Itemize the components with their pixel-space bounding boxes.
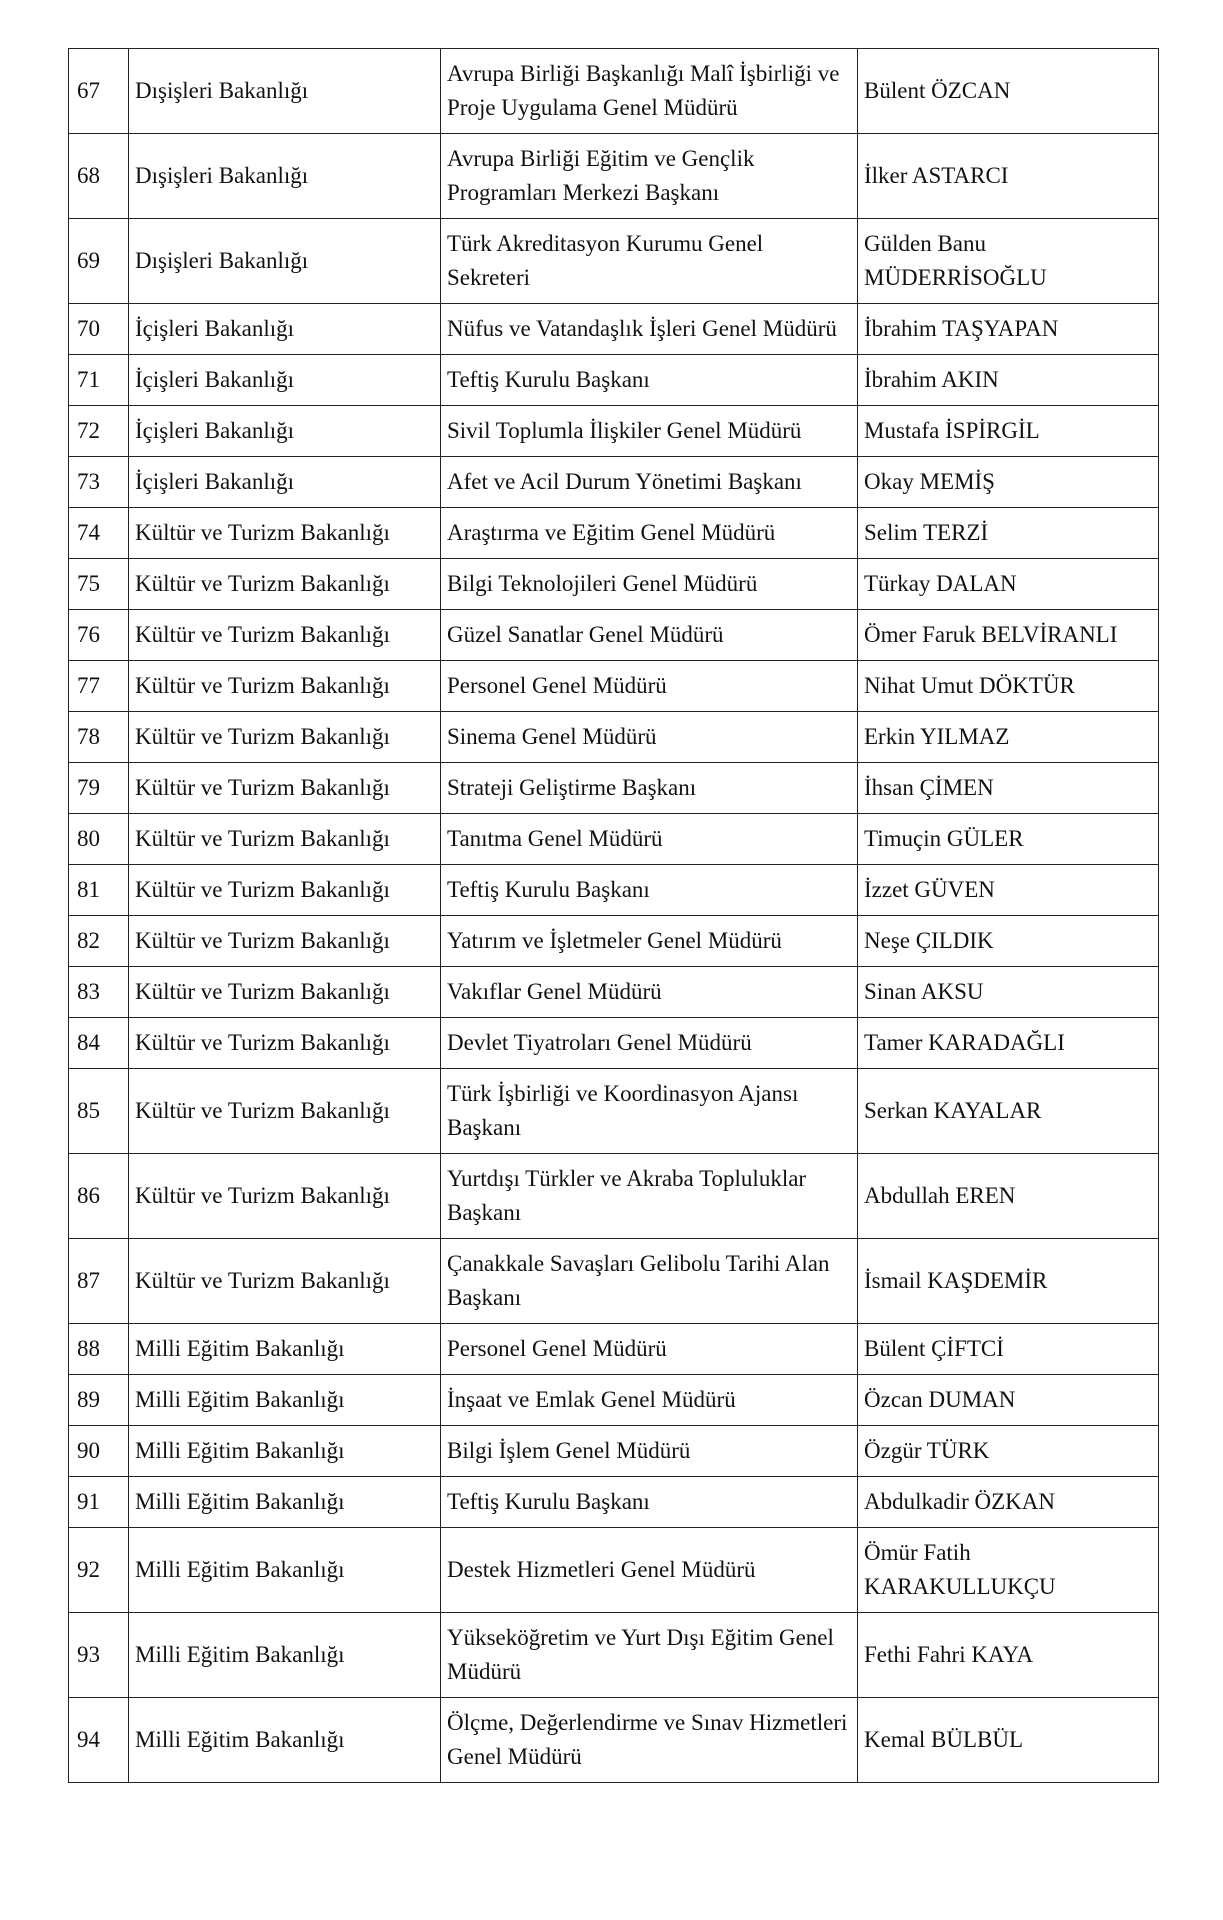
position-cell: Bilgi İşlem Genel Müdürü <box>441 1426 858 1477</box>
table-row <box>69 1069 1159 1154</box>
name-cell: Kemal BÜLBÜL <box>858 1698 1159 1783</box>
name-cell: Ömür Fatih KARAKULLUKÇU <box>858 1528 1159 1613</box>
table-row <box>69 916 1159 967</box>
position-cell: Yükseköğretim ve Yurt Dışı Eğitim Genel Müdürü <box>441 1613 858 1698</box>
row-number-cell: 91 <box>69 1477 129 1528</box>
table-row <box>69 865 1159 916</box>
table-row <box>69 1426 1159 1477</box>
name-cell: Nihat Umut DÖKTÜR <box>858 661 1159 712</box>
position-cell: Personel Genel Müdürü <box>441 1324 858 1375</box>
row-number-cell: 75 <box>69 559 129 610</box>
row-number-cell: 77 <box>69 661 129 712</box>
position-cell: Devlet Tiyatroları Genel Müdürü <box>441 1018 858 1069</box>
ministry-cell: Kültür ve Turizm Bakanlığı <box>129 508 441 559</box>
row-number-cell: 85 <box>69 1069 129 1154</box>
ministry-cell: Dışişleri Bakanlığı <box>129 49 441 134</box>
position-cell: Tanıtma Genel Müdürü <box>441 814 858 865</box>
appointments-table <box>68 48 1159 1783</box>
name-cell: Mustafa İSPİRGİL <box>858 406 1159 457</box>
ministry-cell: Kültür ve Turizm Bakanlığı <box>129 610 441 661</box>
position-cell: Araştırma ve Eğitim Genel Müdürü <box>441 508 858 559</box>
ministry-cell: İçişleri Bakanlığı <box>129 304 441 355</box>
row-number-cell: 83 <box>69 967 129 1018</box>
row-number-cell: 73 <box>69 457 129 508</box>
name-cell: Neşe ÇILDIK <box>858 916 1159 967</box>
position-cell: Bilgi Teknolojileri Genel Müdürü <box>441 559 858 610</box>
ministry-cell: Kültür ve Turizm Bakanlığı <box>129 661 441 712</box>
name-cell: İbrahim AKIN <box>858 355 1159 406</box>
table-row <box>69 49 1159 134</box>
row-number-cell: 68 <box>69 134 129 219</box>
row-number-cell: 92 <box>69 1528 129 1613</box>
name-cell: İlker ASTARCI <box>858 134 1159 219</box>
table-row <box>69 1239 1159 1324</box>
position-cell: Türk Akreditasyon Kurumu Genel Sekreteri <box>441 219 858 304</box>
name-cell: Okay MEMİŞ <box>858 457 1159 508</box>
table-row <box>69 508 1159 559</box>
ministry-cell: Milli Eğitim Bakanlığı <box>129 1528 441 1613</box>
ministry-cell: Kültür ve Turizm Bakanlığı <box>129 814 441 865</box>
position-cell: Vakıflar Genel Müdürü <box>441 967 858 1018</box>
ministry-cell: İçişleri Bakanlığı <box>129 457 441 508</box>
position-cell: Yurtdışı Türkler ve Akraba Topluluklar Başkanı <box>441 1154 858 1239</box>
row-number-cell: 78 <box>69 712 129 763</box>
name-cell: Serkan KAYALAR <box>858 1069 1159 1154</box>
ministry-cell: Milli Eğitim Bakanlığı <box>129 1613 441 1698</box>
name-cell: Bülent ÇİFTCİ <box>858 1324 1159 1375</box>
ministry-cell: Milli Eğitim Bakanlığı <box>129 1698 441 1783</box>
name-cell: Abdullah EREN <box>858 1154 1159 1239</box>
row-number-cell: 76 <box>69 610 129 661</box>
name-cell: Gülden Banu MÜDERRİSOĞLU <box>858 219 1159 304</box>
name-cell: İbrahim TAŞYAPAN <box>858 304 1159 355</box>
table-row <box>69 1698 1159 1783</box>
table-row <box>69 1154 1159 1239</box>
position-cell: Avrupa Birliği Başkanlığı Malî İşbirliği ve Proje Uygulama Genel Müdürü <box>441 49 858 134</box>
position-cell: Teftiş Kurulu Başkanı <box>441 355 858 406</box>
ministry-cell: Milli Eğitim Bakanlığı <box>129 1375 441 1426</box>
table-row <box>69 219 1159 304</box>
position-cell: Afet ve Acil Durum Yönetimi Başkanı <box>441 457 858 508</box>
ministry-cell: Kültür ve Turizm Bakanlığı <box>129 559 441 610</box>
ministry-cell: İçişleri Bakanlığı <box>129 355 441 406</box>
table-row <box>69 1375 1159 1426</box>
position-cell: Nüfus ve Vatandaşlık İşleri Genel Müdürü <box>441 304 858 355</box>
name-cell: Sinan AKSU <box>858 967 1159 1018</box>
row-number-cell: 80 <box>69 814 129 865</box>
ministry-cell: Kültür ve Turizm Bakanlığı <box>129 865 441 916</box>
row-number-cell: 74 <box>69 508 129 559</box>
position-cell: Güzel Sanatlar Genel Müdürü <box>441 610 858 661</box>
ministry-cell: Dışişleri Bakanlığı <box>129 134 441 219</box>
position-cell: Sinema Genel Müdürü <box>441 712 858 763</box>
row-number-cell: 84 <box>69 1018 129 1069</box>
name-cell: Timuçin GÜLER <box>858 814 1159 865</box>
ministry-cell: Milli Eğitim Bakanlığı <box>129 1477 441 1528</box>
row-number-cell: 88 <box>69 1324 129 1375</box>
ministry-cell: Kültür ve Turizm Bakanlığı <box>129 967 441 1018</box>
position-cell: Ölçme, Değerlendirme ve Sınav Hizmetleri Genel Müdürü <box>441 1698 858 1783</box>
name-cell: Türkay DALAN <box>858 559 1159 610</box>
ministry-cell: Kültür ve Turizm Bakanlığı <box>129 1239 441 1324</box>
name-cell: Abdulkadir ÖZKAN <box>858 1477 1159 1528</box>
name-cell: İhsan ÇİMEN <box>858 763 1159 814</box>
row-number-cell: 86 <box>69 1154 129 1239</box>
ministry-cell: Kültür ve Turizm Bakanlığı <box>129 763 441 814</box>
row-number-cell: 89 <box>69 1375 129 1426</box>
table-row <box>69 457 1159 508</box>
row-number-cell: 82 <box>69 916 129 967</box>
name-cell: İzzet GÜVEN <box>858 865 1159 916</box>
table-row <box>69 559 1159 610</box>
table-row <box>69 712 1159 763</box>
ministry-cell: Kültür ve Turizm Bakanlığı <box>129 1018 441 1069</box>
row-number-cell: 90 <box>69 1426 129 1477</box>
table-row <box>69 763 1159 814</box>
table-row <box>69 406 1159 457</box>
position-cell: Sivil Toplumla İlişkiler Genel Müdürü <box>441 406 858 457</box>
row-number-cell: 81 <box>69 865 129 916</box>
table-row <box>69 304 1159 355</box>
table-row <box>69 1528 1159 1613</box>
table-row <box>69 1613 1159 1698</box>
position-cell: Teftiş Kurulu Başkanı <box>441 1477 858 1528</box>
name-cell: İsmail KAŞDEMİR <box>858 1239 1159 1324</box>
row-number-cell: 79 <box>69 763 129 814</box>
position-cell: Personel Genel Müdürü <box>441 661 858 712</box>
name-cell: Tamer KARADAĞLI <box>858 1018 1159 1069</box>
name-cell: Ömer Faruk BELVİRANLI <box>858 610 1159 661</box>
ministry-cell: Kültür ve Turizm Bakanlığı <box>129 1069 441 1154</box>
row-number-cell: 69 <box>69 219 129 304</box>
name-cell: Bülent ÖZCAN <box>858 49 1159 134</box>
table-body <box>69 49 1159 1783</box>
ministry-cell: Kültür ve Turizm Bakanlığı <box>129 916 441 967</box>
row-number-cell: 67 <box>69 49 129 134</box>
position-cell: İnşaat ve Emlak Genel Müdürü <box>441 1375 858 1426</box>
position-cell: Avrupa Birliği Eğitim ve Gençlik Programları Merkezi Başkanı <box>441 134 858 219</box>
table-row <box>69 814 1159 865</box>
name-cell: Özcan DUMAN <box>858 1375 1159 1426</box>
ministry-cell: Milli Eğitim Bakanlığı <box>129 1324 441 1375</box>
name-cell: Özgür TÜRK <box>858 1426 1159 1477</box>
row-number-cell: 71 <box>69 355 129 406</box>
position-cell: Çanakkale Savaşları Gelibolu Tarihi Alan Başkanı <box>441 1239 858 1324</box>
row-number-cell: 87 <box>69 1239 129 1324</box>
ministry-cell: Dışişleri Bakanlığı <box>129 219 441 304</box>
position-cell: Türk İşbirliği ve Koordinasyon Ajansı Başkanı <box>441 1069 858 1154</box>
table-row <box>69 1018 1159 1069</box>
table-row <box>69 1324 1159 1375</box>
table-row <box>69 967 1159 1018</box>
table-row <box>69 1477 1159 1528</box>
row-number-cell: 70 <box>69 304 129 355</box>
row-number-cell: 94 <box>69 1698 129 1783</box>
ministry-cell: Kültür ve Turizm Bakanlığı <box>129 712 441 763</box>
position-cell: Destek Hizmetleri Genel Müdürü <box>441 1528 858 1613</box>
position-cell: Strateji Geliştirme Başkanı <box>441 763 858 814</box>
name-cell: Selim TERZİ <box>858 508 1159 559</box>
row-number-cell: 72 <box>69 406 129 457</box>
name-cell: Erkin YILMAZ <box>858 712 1159 763</box>
name-cell: Fethi Fahri KAYA <box>858 1613 1159 1698</box>
position-cell: Yatırım ve İşletmeler Genel Müdürü <box>441 916 858 967</box>
table-row <box>69 661 1159 712</box>
ministry-cell: Kültür ve Turizm Bakanlığı <box>129 1154 441 1239</box>
ministry-cell: Milli Eğitim Bakanlığı <box>129 1426 441 1477</box>
row-number-cell: 93 <box>69 1613 129 1698</box>
ministry-cell: İçişleri Bakanlığı <box>129 406 441 457</box>
table-row <box>69 610 1159 661</box>
table-row <box>69 134 1159 219</box>
position-cell: Teftiş Kurulu Başkanı <box>441 865 858 916</box>
table-row <box>69 355 1159 406</box>
